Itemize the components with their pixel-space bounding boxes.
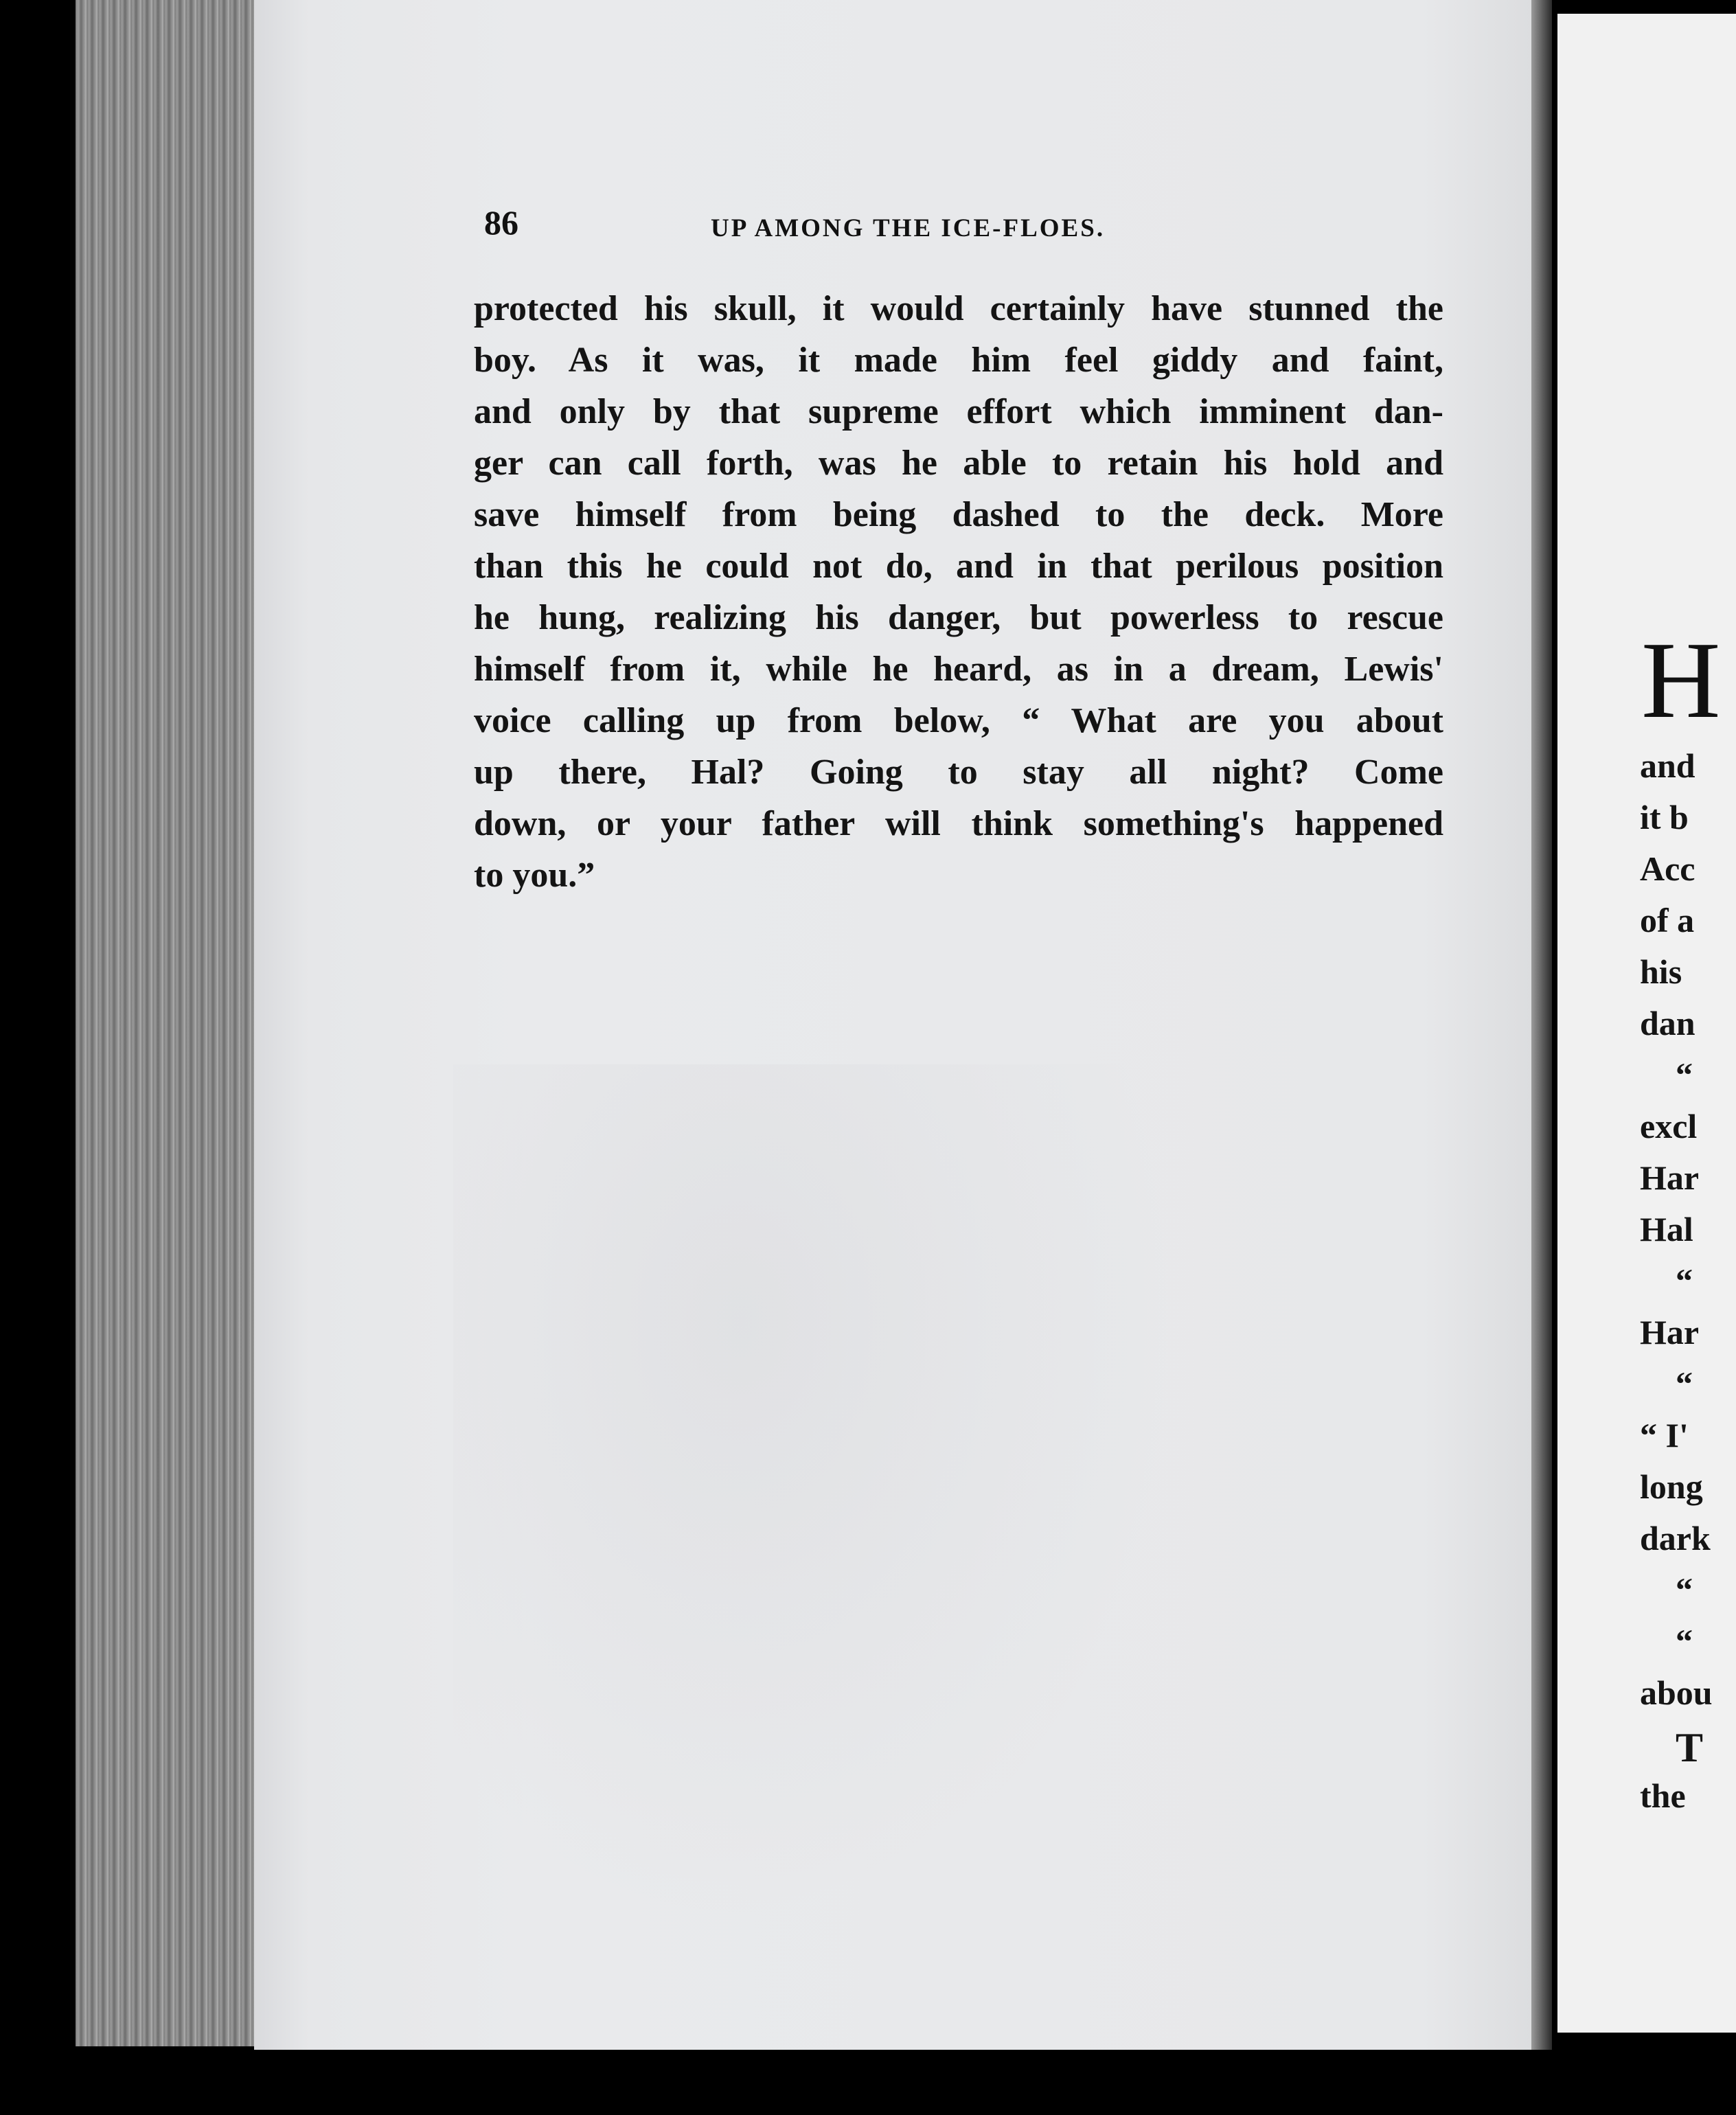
page-header xyxy=(484,203,1442,258)
right-page-fragment: his xyxy=(1640,952,1682,991)
right-page-fragment: dan xyxy=(1640,1004,1695,1042)
text-line: to you.” xyxy=(474,856,595,895)
body-paragraph xyxy=(474,283,1443,901)
text-line: down, or your father will think something's happened xyxy=(474,804,1443,843)
drop-cap: H xyxy=(1641,619,1721,741)
right-page-fragment: of a xyxy=(1640,901,1695,939)
text-line: voice calling up from below, “ What are you about xyxy=(474,701,1443,740)
right-page-fragment: “ xyxy=(1676,1570,1693,1609)
text-line: boy. As it was, it made him feel giddy and faint, xyxy=(474,341,1443,380)
text-line: than this he could not do, and in that perilous position xyxy=(474,547,1443,586)
right-page-fragment: “ I' xyxy=(1640,1416,1689,1454)
book-gutter xyxy=(1531,0,1552,2050)
text-line: he hung, realizing his danger, but powerless to rescue xyxy=(474,598,1443,637)
right-page-fragment: abou xyxy=(1640,1673,1713,1712)
text-line: and only by that supreme effort which imminent dan- xyxy=(474,392,1443,431)
right-page-fragment: “ xyxy=(1676,1261,1693,1300)
right-page-fragment: excl xyxy=(1640,1107,1698,1145)
right-page-fragment: dark xyxy=(1640,1519,1711,1557)
right-page-fragment: Acc xyxy=(1640,849,1695,888)
right-page-fragment: long xyxy=(1640,1467,1703,1506)
page-number: 86 xyxy=(484,203,518,242)
text-line: up there, Hal? Going to stay all night? Come xyxy=(474,753,1443,792)
right-page-fragment: T xyxy=(1676,1725,1704,1770)
running-head: UP AMONG THE ICE-FLOES. xyxy=(711,214,1106,242)
right-page-fragment: the xyxy=(1640,1776,1686,1815)
right-page-fragment: Har xyxy=(1640,1158,1700,1197)
right-page-fragment: Hal xyxy=(1640,1210,1693,1248)
paper-stain xyxy=(453,1064,1174,1923)
right-page-fragment: Har xyxy=(1640,1313,1700,1351)
text-line: ger can call forth, was he able to retain his hold and xyxy=(474,444,1443,483)
page-stack-edge xyxy=(76,0,275,2046)
text-line: save himself from being dashed to the deck. More xyxy=(474,495,1443,534)
right-page-fragment: “ xyxy=(1676,1622,1693,1660)
scan-border xyxy=(0,2050,1700,2115)
text-line: himself from it, while he heard, as in a dream, Lewis' xyxy=(474,650,1443,689)
right-page-fragment: it b xyxy=(1640,798,1689,836)
right-page-fragment: “ xyxy=(1676,1364,1693,1403)
right-page-fragment: and xyxy=(1640,746,1695,785)
text-line: protected his skull, it would certainly have stunned the xyxy=(474,289,1443,328)
right-page-fragment: “ xyxy=(1676,1055,1693,1094)
